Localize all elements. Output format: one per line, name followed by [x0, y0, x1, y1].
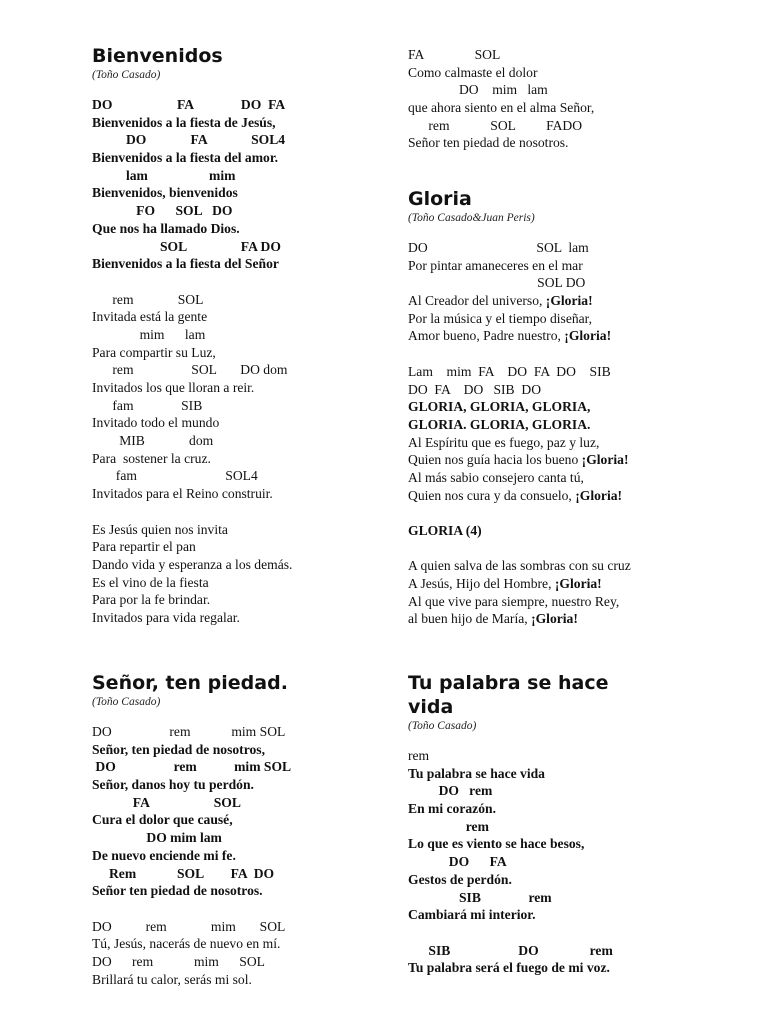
- lyric-text: Lam mim FA DO FA DO SIB: [408, 363, 611, 379]
- lyric-line: [408, 416, 748, 434]
- gloria-exclamation: ¡Gloria!: [531, 611, 578, 627]
- lyric-line: [92, 291, 392, 309]
- lyric-text: FA SOL: [92, 794, 241, 810]
- lyric-text: Invitado todo el mundo: [92, 415, 220, 431]
- lyric-text: rem SOL DO dom: [92, 362, 288, 378]
- lyric-text: De nuevo enciende mi fe.: [92, 847, 236, 863]
- lyric-line: [408, 522, 748, 540]
- lyric-line: [92, 758, 392, 776]
- lyric-text: Para repartir el pan: [92, 539, 196, 555]
- lyric-text: DO FA DO SIB DO: [408, 381, 542, 397]
- blank-line: [408, 504, 748, 522]
- lyric-text: Bienvenidos a la fiesta del Señor: [92, 256, 279, 272]
- lyric-line: [408, 593, 748, 611]
- song-senor-ten-piedad: [92, 671, 392, 988]
- lyric-text: Brillará tu calor, serás mi sol.: [92, 971, 252, 987]
- lyric-line: [408, 747, 748, 765]
- lyric-line: [92, 96, 392, 114]
- song-author: (Toño Casado): [92, 696, 161, 708]
- lyric-line: [408, 292, 748, 310]
- lyric-line: [92, 935, 392, 953]
- lyric-text: Gestos de perdón.: [408, 871, 512, 887]
- lyric-line: [92, 467, 392, 485]
- lyric-line: [408, 557, 748, 575]
- lyric-line: [408, 327, 748, 345]
- lyric-text: Invitada está la gente: [92, 309, 208, 325]
- lyric-text: rem SOL: [92, 291, 204, 307]
- lyric-text: Es el vino de la fiesta: [92, 574, 209, 590]
- lyric-text: DO rem mim SOL: [92, 918, 286, 934]
- lyric-line: [408, 487, 748, 505]
- lyric-line: [408, 835, 748, 853]
- song-author: (Toño Casado&Juan Peris): [408, 212, 535, 224]
- lyric-text: DO rem mim SOL: [92, 953, 265, 969]
- gloria-exclamation: ¡Gloria!: [554, 576, 602, 592]
- lyric-text: Al más sabio consejero canta tú,: [408, 469, 584, 485]
- lyric-text: Para compartir su Luz,: [92, 344, 216, 360]
- lyric-text: A Jesús, Hijo del Hombre,: [408, 576, 555, 592]
- lyric-line: [408, 469, 748, 487]
- lyric-text: GLORIA. GLORIA, GLORIA.: [408, 416, 591, 432]
- gloria-exclamation: ¡Gloria!: [545, 293, 593, 309]
- song-author: (Toño Casado): [92, 69, 161, 81]
- lyric-text: Lo que es viento se hace besos,: [408, 836, 585, 852]
- lyric-line: [408, 64, 748, 82]
- lyric-text: Señor ten piedad de nosotros.: [92, 883, 263, 899]
- lyric-text: rem: [408, 748, 430, 763]
- lyric-text: Por la música y el tiempo diseñar,: [408, 310, 593, 326]
- lyric-text: Cura el dolor que causé,: [92, 812, 233, 828]
- lyric-text: MIB dom: [92, 433, 214, 449]
- lyric-text: DO mim lam: [92, 830, 222, 846]
- lyric-line: [408, 81, 748, 99]
- lyric-line: [92, 847, 392, 865]
- gloria-exclamation: ¡Gloria!: [581, 452, 629, 468]
- blank-line: [408, 345, 748, 363]
- lyric-text: Para por la fe brindar.: [92, 592, 211, 608]
- blank-line: [408, 540, 748, 558]
- song-lyrics: [408, 46, 748, 152]
- lyric-line: [92, 131, 392, 149]
- song-lyrics: [408, 747, 748, 977]
- lyric-line: [408, 398, 748, 416]
- lyric-line: [92, 114, 392, 132]
- lyric-line: [92, 953, 392, 971]
- lyric-text: Al Espíritu que es fuego, paz y luz,: [408, 434, 600, 450]
- lyric-text: FO SOL DO: [92, 203, 233, 219]
- song-title-line-2: vida: [408, 696, 454, 718]
- song-title-line-1: Tu palabra se hace: [408, 672, 609, 694]
- gloria-exclamation: ¡Gloria!: [564, 328, 612, 344]
- lyric-line: [92, 202, 392, 220]
- lyric-line: [408, 889, 748, 907]
- lyric-text: FA SOL: [408, 47, 501, 62]
- song-author: (Toño Casado): [408, 720, 477, 732]
- lyric-line: [408, 99, 748, 117]
- lyric-line: [408, 818, 748, 836]
- lyric-line: [92, 794, 392, 812]
- lyric-line: [408, 257, 748, 275]
- lyric-line: [92, 149, 392, 167]
- blank-line: [408, 924, 748, 942]
- lyric-text: rem SOL FADO: [408, 117, 583, 133]
- lyric-line: [92, 971, 392, 989]
- lyric-line: [408, 134, 748, 152]
- lyric-text: Para sostener la cruz.: [92, 450, 211, 466]
- lyric-line: [92, 255, 392, 273]
- lyric-text: Señor ten piedad de nosotros.: [408, 135, 569, 151]
- lyric-line: [408, 853, 748, 871]
- lyric-line: [92, 723, 392, 741]
- lyric-line: [92, 609, 392, 627]
- lyric-line: [92, 414, 392, 432]
- lyric-line: [92, 556, 392, 574]
- lyric-line: [92, 344, 392, 362]
- lyric-text: Es Jesús quien nos invita: [92, 521, 228, 537]
- lyric-line: [92, 574, 392, 592]
- lyric-text: DO SOL lam: [408, 240, 589, 255]
- lyric-line: [92, 591, 392, 609]
- lyric-text: Quien nos cura y da consuelo,: [408, 487, 576, 503]
- song-lyrics: [92, 96, 392, 627]
- lyric-line: [408, 310, 748, 328]
- lyric-text: al buen hijo de María,: [408, 611, 532, 627]
- song-title: Señor, ten piedad.: [92, 672, 288, 694]
- lyric-line: [92, 538, 392, 556]
- lyric-text: Bienvenidos a la fiesta del amor.: [92, 150, 279, 166]
- lyric-line: [92, 741, 392, 759]
- lyric-line: [408, 381, 748, 399]
- lyric-text: fam SIB: [92, 397, 203, 413]
- lyric-text: SIB DO rem: [408, 942, 613, 958]
- lyric-line: [92, 485, 392, 503]
- blank-line: [92, 900, 392, 918]
- lyric-line: [92, 865, 392, 883]
- song-lyrics: [408, 239, 748, 628]
- lyric-text: Tú, Jesús, nacerás de nuevo en mí.: [92, 936, 281, 952]
- lyric-text: que ahora siento en el alma Señor,: [408, 100, 595, 116]
- lyric-line: [92, 220, 392, 238]
- lyric-text: SOL DO: [408, 275, 586, 291]
- lyric-text: SIB rem: [408, 889, 552, 905]
- lyric-text: Bienvenidos a la fiesta de Jesús,: [92, 114, 276, 130]
- lyric-line: [92, 882, 392, 900]
- lyric-text: Bienvenidos, bienvenidos: [92, 185, 238, 201]
- lyric-text: Como calmaste el dolor: [408, 64, 538, 80]
- lyric-text: mim lam: [92, 326, 206, 342]
- lyric-line: [408, 451, 748, 469]
- lyric-line: [408, 610, 748, 628]
- lyric-line: [92, 379, 392, 397]
- lyric-line: [92, 397, 392, 415]
- lyric-line: [92, 432, 392, 450]
- lyric-text: GLORIA, GLORIA, GLORIA,: [408, 399, 591, 415]
- lyric-text: Tu palabra se hace vida: [408, 765, 545, 781]
- lyric-text: Invitados los que lloran a reir.: [92, 380, 255, 395]
- lyric-text: DO FA SOL4: [92, 132, 286, 148]
- lyric-text: rem: [408, 818, 489, 834]
- lyric-text: DO rem: [408, 783, 493, 799]
- lyric-text: En mi corazón.: [408, 801, 496, 817]
- blank-line: [92, 503, 392, 521]
- lyric-line: [92, 918, 392, 936]
- song-title: Bienvenidos: [92, 45, 223, 67]
- lyric-line: [408, 871, 748, 889]
- gloria-exclamation: ¡Gloria!: [575, 487, 623, 503]
- lyric-line: [92, 776, 392, 794]
- lyric-line: [92, 450, 392, 468]
- lyric-text: Invitados para vida regalar.: [92, 609, 240, 625]
- lyric-line: [408, 959, 748, 977]
- song-senor-continuation: [408, 46, 748, 152]
- lyric-line: [408, 434, 748, 452]
- song-lyrics: [92, 723, 392, 988]
- lyric-line: [408, 46, 748, 64]
- lyric-line: [92, 811, 392, 829]
- blank-line: [92, 273, 392, 291]
- lyric-text: Tu palabra será el fuego de mi voz.: [408, 960, 610, 976]
- lyric-text: Invitados para el Reino construir.: [92, 486, 273, 502]
- song-title: [408, 671, 748, 719]
- lyric-text: Que nos ha llamado Dios.: [92, 220, 240, 236]
- lyric-line: [408, 117, 748, 135]
- lyric-text: A quien salva de las sombras con su cruz: [408, 558, 631, 574]
- lyric-text: Señor, danos hoy tu perdón.: [92, 777, 254, 793]
- lyric-text: lam mim: [92, 167, 236, 183]
- lyric-text: DO rem mim SOL: [92, 724, 286, 739]
- lyric-text: Rem SOL FA DO: [92, 865, 275, 881]
- lyric-line: [92, 184, 392, 202]
- lyric-text: Señor, ten piedad de nosotros,: [92, 741, 265, 757]
- lyric-line: [92, 238, 392, 256]
- lyric-text: Al que vive para siempre, nuestro Rey,: [408, 593, 620, 609]
- lyric-text: GLORIA (4): [408, 523, 482, 538]
- song-gloria: [408, 187, 748, 628]
- song-tu-palabra: [408, 671, 748, 977]
- song-title: Gloria: [408, 188, 472, 210]
- lyric-line: [92, 829, 392, 847]
- lyric-text: DO FA DO FA: [92, 97, 286, 112]
- lyric-line: [92, 361, 392, 379]
- lyric-text: Quien nos guía hacia los bueno: [408, 452, 582, 468]
- lyric-line: [408, 782, 748, 800]
- lyric-line: [408, 942, 748, 960]
- lyric-text: Al Creador del universo,: [408, 293, 546, 309]
- lyric-text: Cambiará mi interior.: [408, 907, 536, 923]
- lyric-line: [408, 800, 748, 818]
- song-bienvenidos: [92, 44, 392, 627]
- lyric-text: fam SOL4: [92, 468, 258, 484]
- lyric-line: [408, 765, 748, 783]
- lyric-text: Dando vida y esperanza a los demás.: [92, 556, 293, 572]
- lyric-line: [92, 308, 392, 326]
- lyric-line: [408, 274, 748, 292]
- lyric-line: [408, 363, 748, 381]
- lyric-line: [408, 239, 748, 257]
- lyric-text: SOL FA DO: [92, 238, 281, 254]
- lyric-text: DO rem mim SOL: [92, 759, 292, 775]
- lyric-line: [408, 906, 748, 924]
- lyric-text: DO mim lam: [408, 82, 548, 98]
- lyric-text: DO FA: [408, 854, 507, 870]
- lyric-text: Amor bueno, Padre nuestro,: [408, 328, 565, 344]
- lyric-line: [92, 521, 392, 539]
- lyric-text: Por pintar amaneceres en el mar: [408, 257, 583, 273]
- lyric-line: [92, 167, 392, 185]
- lyric-line: [408, 575, 748, 593]
- lyric-line: [92, 326, 392, 344]
